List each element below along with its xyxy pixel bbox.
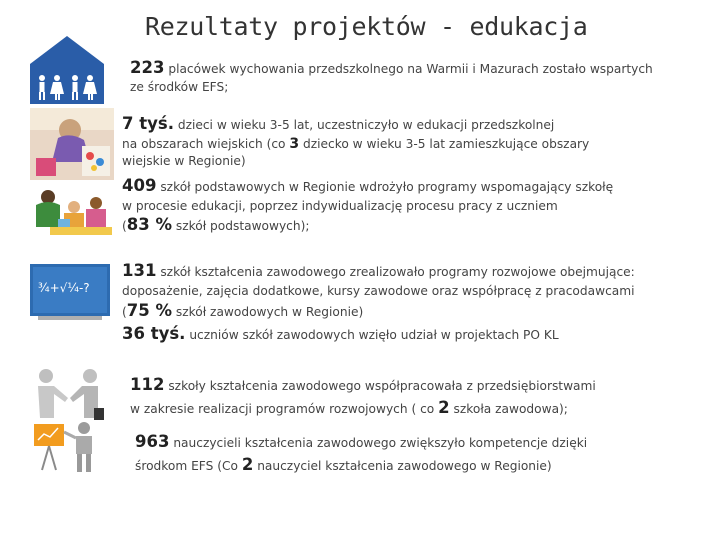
stat-number: 963 [135, 432, 170, 451]
stat-number: 7 tyś. [122, 114, 174, 133]
stat-block-preschool-children: 7 tyś. dzieci w wieku 3-5 lat, uczestniczyło w edukacji przedszkolnej na obszarach wiejskich (co 3 dziecko w wieku 3-5 lat zamieszkujące obszary wiejskie w Regionie) [122, 114, 590, 168]
stat-block-teachers: 963 nauczycieli kształcenia zawodowego zwiększyło kompetencje dzięki środkom EFS (Co 2 nauczyciel kształcenia zawodowego w Regionie) [135, 432, 588, 474]
presenter-chart-icon [30, 420, 106, 476]
teacher-children-photo [30, 183, 114, 243]
stat-number: 131 [122, 261, 157, 280]
house-children-icon [28, 34, 106, 106]
stat-number: 36 tyś. [122, 324, 186, 343]
stat-block-vocational-schools: 131 szkół kształcenia zawodowego zrealizowało programy rozwojowe obejmujące: doposażenie, zajęcia dodatkowe, kursy zawodowe oraz współpracę z pracodawcami (75 % szkół zawodowych w Regionie) 36 tyś. uczniów szkół zawodowych wzięło udział w projektach PO KL [122, 261, 635, 343]
children-painting-photo [30, 108, 114, 180]
stat-number: 223 [130, 58, 165, 77]
math-board-icon [30, 264, 110, 322]
page-title: Rezultaty projektów - edukacja [145, 12, 588, 41]
svg-text:¾+√¼-?: ¾+√¼-? [38, 281, 90, 295]
handshake-icon [32, 368, 106, 424]
stat-number: 112 [130, 375, 165, 394]
stat-block-preschools: 223 placówek wychowania przedszkolnego na Warmii i Mazurach zostało wspartych ze środków EFS; [130, 58, 653, 94]
stat-number: 409 [122, 176, 157, 195]
stat-block-primary-schools: 409 szkół podstawowych w Regionie wdrożyło programy wspomagający szkołę w procesie edukacji, poprzez indywidualizację procesu pracy z uczniem (83 % szkół podstawowych); [122, 176, 614, 234]
stat-block-business-cooperation: 112 szkoły kształcenia zawodowego współpracowała z przedsiębiorstwami w zakresie realizacji programów rozwojowych ( co 2 szkoła zawodowa); [130, 375, 596, 417]
